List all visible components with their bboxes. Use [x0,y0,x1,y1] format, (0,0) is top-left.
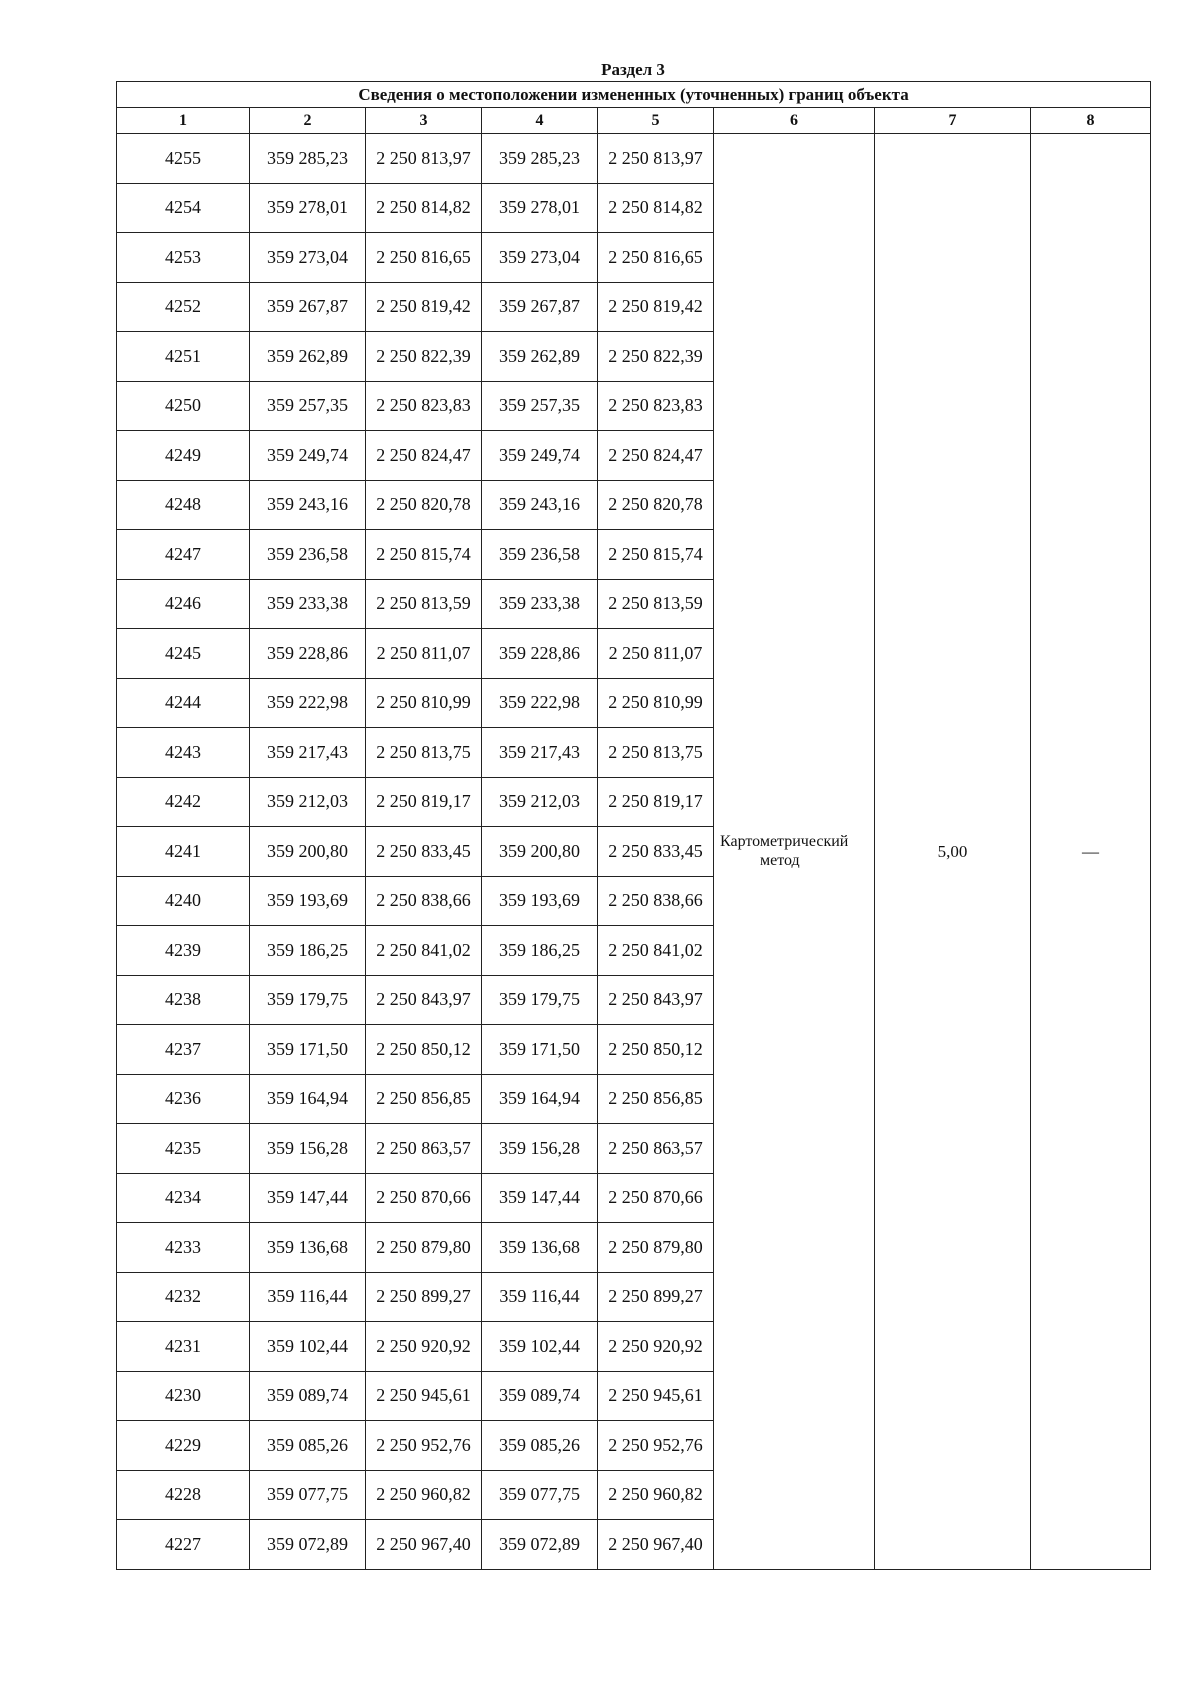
point-number-cell: 4255 [117,134,250,184]
y-coordinate-existing-cell: 2 250 843,97 [366,975,482,1025]
x-coordinate-existing-cell: 359 085,26 [250,1421,366,1471]
point-number-cell: 4243 [117,728,250,778]
x-coordinate-refined-cell: 359 212,03 [482,777,598,827]
x-coordinate-refined-cell: 359 267,87 [482,282,598,332]
accuracy-cell: 5,00 [875,134,1031,1570]
point-number-cell: 4241 [117,827,250,877]
x-coordinate-refined-cell: 359 171,50 [482,1025,598,1075]
x-coordinate-refined-cell: 359 147,44 [482,1173,598,1223]
x-coordinate-refined-cell: 359 285,23 [482,134,598,184]
y-coordinate-existing-cell: 2 250 952,76 [366,1421,482,1471]
x-coordinate-refined-cell: 359 179,75 [482,975,598,1025]
y-coordinate-refined-cell: 2 250 816,65 [598,233,714,283]
x-coordinate-existing-cell: 359 089,74 [250,1371,366,1421]
table-caption-row [117,82,1151,108]
point-number-cell: 4247 [117,530,250,580]
y-coordinate-refined-cell: 2 250 815,74 [598,530,714,580]
y-coordinate-refined-cell: 2 250 838,66 [598,876,714,926]
y-coordinate-existing-cell: 2 250 850,12 [366,1025,482,1075]
y-coordinate-refined-cell: 2 250 863,57 [598,1124,714,1174]
x-coordinate-existing-cell: 359 102,44 [250,1322,366,1372]
section-title: Раздел 3 [601,60,665,79]
x-coordinate-refined-cell: 359 228,86 [482,629,598,679]
point-number-cell: 4237 [117,1025,250,1075]
x-coordinate-existing-cell: 359 171,50 [250,1025,366,1075]
point-number-cell: 4232 [117,1272,250,1322]
y-coordinate-refined-cell: 2 250 813,59 [598,579,714,629]
y-coordinate-existing-cell: 2 250 811,07 [366,629,482,679]
x-coordinate-existing-cell: 359 217,43 [250,728,366,778]
point-number-cell: 4250 [117,381,250,431]
y-coordinate-existing-cell: 2 250 813,75 [366,728,482,778]
y-coordinate-refined-cell: 2 250 813,97 [598,134,714,184]
point-number-cell: 4238 [117,975,250,1025]
y-coordinate-existing-cell: 2 250 819,42 [366,282,482,332]
y-coordinate-existing-cell: 2 250 870,66 [366,1173,482,1223]
y-coordinate-refined-cell: 2 250 813,75 [598,728,714,778]
x-coordinate-existing-cell: 359 267,87 [250,282,366,332]
x-coordinate-refined-cell: 359 193,69 [482,876,598,926]
y-coordinate-existing-cell: 2 250 823,83 [366,381,482,431]
method-cell [714,134,875,1570]
y-coordinate-existing-cell: 2 250 815,74 [366,530,482,580]
point-number-cell: 4248 [117,480,250,530]
y-coordinate-existing-cell: 2 250 879,80 [366,1223,482,1273]
x-coordinate-existing-cell: 359 233,38 [250,579,366,629]
y-coordinate-refined-cell: 2 250 841,02 [598,926,714,976]
y-coordinate-refined-cell: 2 250 822,39 [598,332,714,382]
point-number-cell: 4246 [117,579,250,629]
x-coordinate-refined-cell: 359 262,89 [482,332,598,382]
x-coordinate-existing-cell: 359 136,68 [250,1223,366,1273]
point-number-cell: 4233 [117,1223,250,1273]
x-coordinate-existing-cell: 359 186,25 [250,926,366,976]
x-coordinate-existing-cell: 359 273,04 [250,233,366,283]
y-coordinate-refined-cell: 2 250 820,78 [598,480,714,530]
y-coordinate-refined-cell: 2 250 833,45 [598,827,714,877]
x-coordinate-existing-cell: 359 222,98 [250,678,366,728]
x-coordinate-refined-cell: 359 257,35 [482,381,598,431]
y-coordinate-existing-cell: 2 250 856,85 [366,1074,482,1124]
point-number-cell: 4244 [117,678,250,728]
y-coordinate-refined-cell: 2 250 952,76 [598,1421,714,1471]
x-coordinate-refined-cell: 359 200,80 [482,827,598,877]
x-coordinate-existing-cell: 359 077,75 [250,1470,366,1520]
point-number-cell: 4240 [117,876,250,926]
y-coordinate-refined-cell: 2 250 814,82 [598,183,714,233]
x-coordinate-existing-cell: 359 193,69 [250,876,366,926]
x-coordinate-refined-cell: 359 249,74 [482,431,598,481]
table-caption: Сведения о местоположении измененных (уточненных) границ объекта [117,82,1151,108]
y-coordinate-refined-cell: 2 250 810,99 [598,678,714,728]
y-coordinate-existing-cell: 2 250 838,66 [366,876,482,926]
y-coordinate-existing-cell: 2 250 967,40 [366,1520,482,1570]
column-number-4: 4 [482,108,598,134]
y-coordinate-refined-cell: 2 250 945,61 [598,1371,714,1421]
x-coordinate-existing-cell: 359 156,28 [250,1124,366,1174]
y-coordinate-refined-cell: 2 250 819,42 [598,282,714,332]
y-coordinate-refined-cell: 2 250 824,47 [598,431,714,481]
y-coordinate-refined-cell: 2 250 899,27 [598,1272,714,1322]
column-number-3: 3 [366,108,482,134]
x-coordinate-existing-cell: 359 262,89 [250,332,366,382]
x-coordinate-refined-cell: 359 217,43 [482,728,598,778]
column-number-5: 5 [598,108,714,134]
x-coordinate-existing-cell: 359 249,74 [250,431,366,481]
column-number-6: 6 [714,108,875,134]
x-coordinate-existing-cell: 359 278,01 [250,183,366,233]
point-number-cell: 4231 [117,1322,250,1372]
x-coordinate-refined-cell: 359 233,38 [482,579,598,629]
x-coordinate-refined-cell: 359 278,01 [482,183,598,233]
x-coordinate-refined-cell: 359 243,16 [482,480,598,530]
point-number-cell: 4234 [117,1173,250,1223]
method-line2: метод [760,852,800,870]
y-coordinate-existing-cell: 2 250 822,39 [366,332,482,382]
method-line1: Картометрический [720,833,849,851]
y-coordinate-existing-cell: 2 250 824,47 [366,431,482,481]
y-coordinate-existing-cell: 2 250 920,92 [366,1322,482,1372]
y-coordinate-refined-cell: 2 250 920,92 [598,1322,714,1372]
x-coordinate-existing-cell: 359 285,23 [250,134,366,184]
x-coordinate-existing-cell: 359 236,58 [250,530,366,580]
y-coordinate-existing-cell: 2 250 813,59 [366,579,482,629]
x-coordinate-existing-cell: 359 072,89 [250,1520,366,1570]
y-coordinate-existing-cell: 2 250 863,57 [366,1124,482,1174]
x-coordinate-refined-cell: 359 273,04 [482,233,598,283]
point-number-cell: 4242 [117,777,250,827]
y-coordinate-refined-cell: 2 250 967,40 [598,1520,714,1570]
x-coordinate-refined-cell: 359 102,44 [482,1322,598,1372]
x-coordinate-existing-cell: 359 257,35 [250,381,366,431]
x-coordinate-existing-cell: 359 212,03 [250,777,366,827]
point-number-cell: 4235 [117,1124,250,1174]
y-coordinate-existing-cell: 2 250 841,02 [366,926,482,976]
y-coordinate-existing-cell: 2 250 833,45 [366,827,482,877]
column-number-8: 8 [1031,108,1151,134]
point-number-cell: 4245 [117,629,250,679]
point-number-cell: 4249 [117,431,250,481]
y-coordinate-refined-cell: 2 250 843,97 [598,975,714,1025]
point-number-cell: 4228 [117,1470,250,1520]
y-coordinate-refined-cell: 2 250 856,85 [598,1074,714,1124]
column-number-row [117,108,1151,134]
x-coordinate-refined-cell: 359 222,98 [482,678,598,728]
y-coordinate-refined-cell: 2 250 879,80 [598,1223,714,1273]
y-coordinate-existing-cell: 2 250 960,82 [366,1470,482,1520]
y-coordinate-existing-cell: 2 250 820,78 [366,480,482,530]
x-coordinate-existing-cell: 359 243,16 [250,480,366,530]
table-row [117,134,1151,184]
boundary-coordinates-table [116,81,1151,1570]
y-coordinate-existing-cell: 2 250 813,97 [366,134,482,184]
x-coordinate-refined-cell: 359 072,89 [482,1520,598,1570]
point-number-cell: 4227 [117,1520,250,1570]
y-coordinate-refined-cell: 2 250 811,07 [598,629,714,679]
x-coordinate-existing-cell: 359 147,44 [250,1173,366,1223]
y-coordinate-refined-cell: 2 250 960,82 [598,1470,714,1520]
x-coordinate-refined-cell: 359 116,44 [482,1272,598,1322]
point-number-cell: 4252 [117,282,250,332]
point-number-cell: 4253 [117,233,250,283]
y-coordinate-existing-cell: 2 250 899,27 [366,1272,482,1322]
x-coordinate-existing-cell: 359 179,75 [250,975,366,1025]
x-coordinate-refined-cell: 359 156,28 [482,1124,598,1174]
x-coordinate-refined-cell: 359 164,94 [482,1074,598,1124]
point-number-cell: 4230 [117,1371,250,1421]
point-number-cell: 4229 [117,1421,250,1471]
x-coordinate-refined-cell: 359 186,25 [482,926,598,976]
x-coordinate-existing-cell: 359 164,94 [250,1074,366,1124]
y-coordinate-refined-cell: 2 250 870,66 [598,1173,714,1223]
x-coordinate-refined-cell: 359 085,26 [482,1421,598,1471]
table-body [117,134,1151,1570]
x-coordinate-existing-cell: 359 116,44 [250,1272,366,1322]
x-coordinate-refined-cell: 359 077,75 [482,1470,598,1520]
column-number-7: 7 [875,108,1031,134]
column8-cell: — [1031,134,1151,1570]
column-number-2: 2 [250,108,366,134]
y-coordinate-existing-cell: 2 250 945,61 [366,1371,482,1421]
y-coordinate-refined-cell: 2 250 850,12 [598,1025,714,1075]
point-number-cell: 4254 [117,183,250,233]
point-number-cell: 4239 [117,926,250,976]
y-coordinate-existing-cell: 2 250 816,65 [366,233,482,283]
point-number-cell: 4236 [117,1074,250,1124]
y-coordinate-refined-cell: 2 250 823,83 [598,381,714,431]
y-coordinate-existing-cell: 2 250 814,82 [366,183,482,233]
y-coordinate-refined-cell: 2 250 819,17 [598,777,714,827]
x-coordinate-refined-cell: 359 136,68 [482,1223,598,1273]
x-coordinate-refined-cell: 359 236,58 [482,530,598,580]
x-coordinate-refined-cell: 359 089,74 [482,1371,598,1421]
column-number-1: 1 [117,108,250,134]
y-coordinate-existing-cell: 2 250 819,17 [366,777,482,827]
point-number-cell: 4251 [117,332,250,382]
x-coordinate-existing-cell: 359 228,86 [250,629,366,679]
x-coordinate-existing-cell: 359 200,80 [250,827,366,877]
y-coordinate-existing-cell: 2 250 810,99 [366,678,482,728]
